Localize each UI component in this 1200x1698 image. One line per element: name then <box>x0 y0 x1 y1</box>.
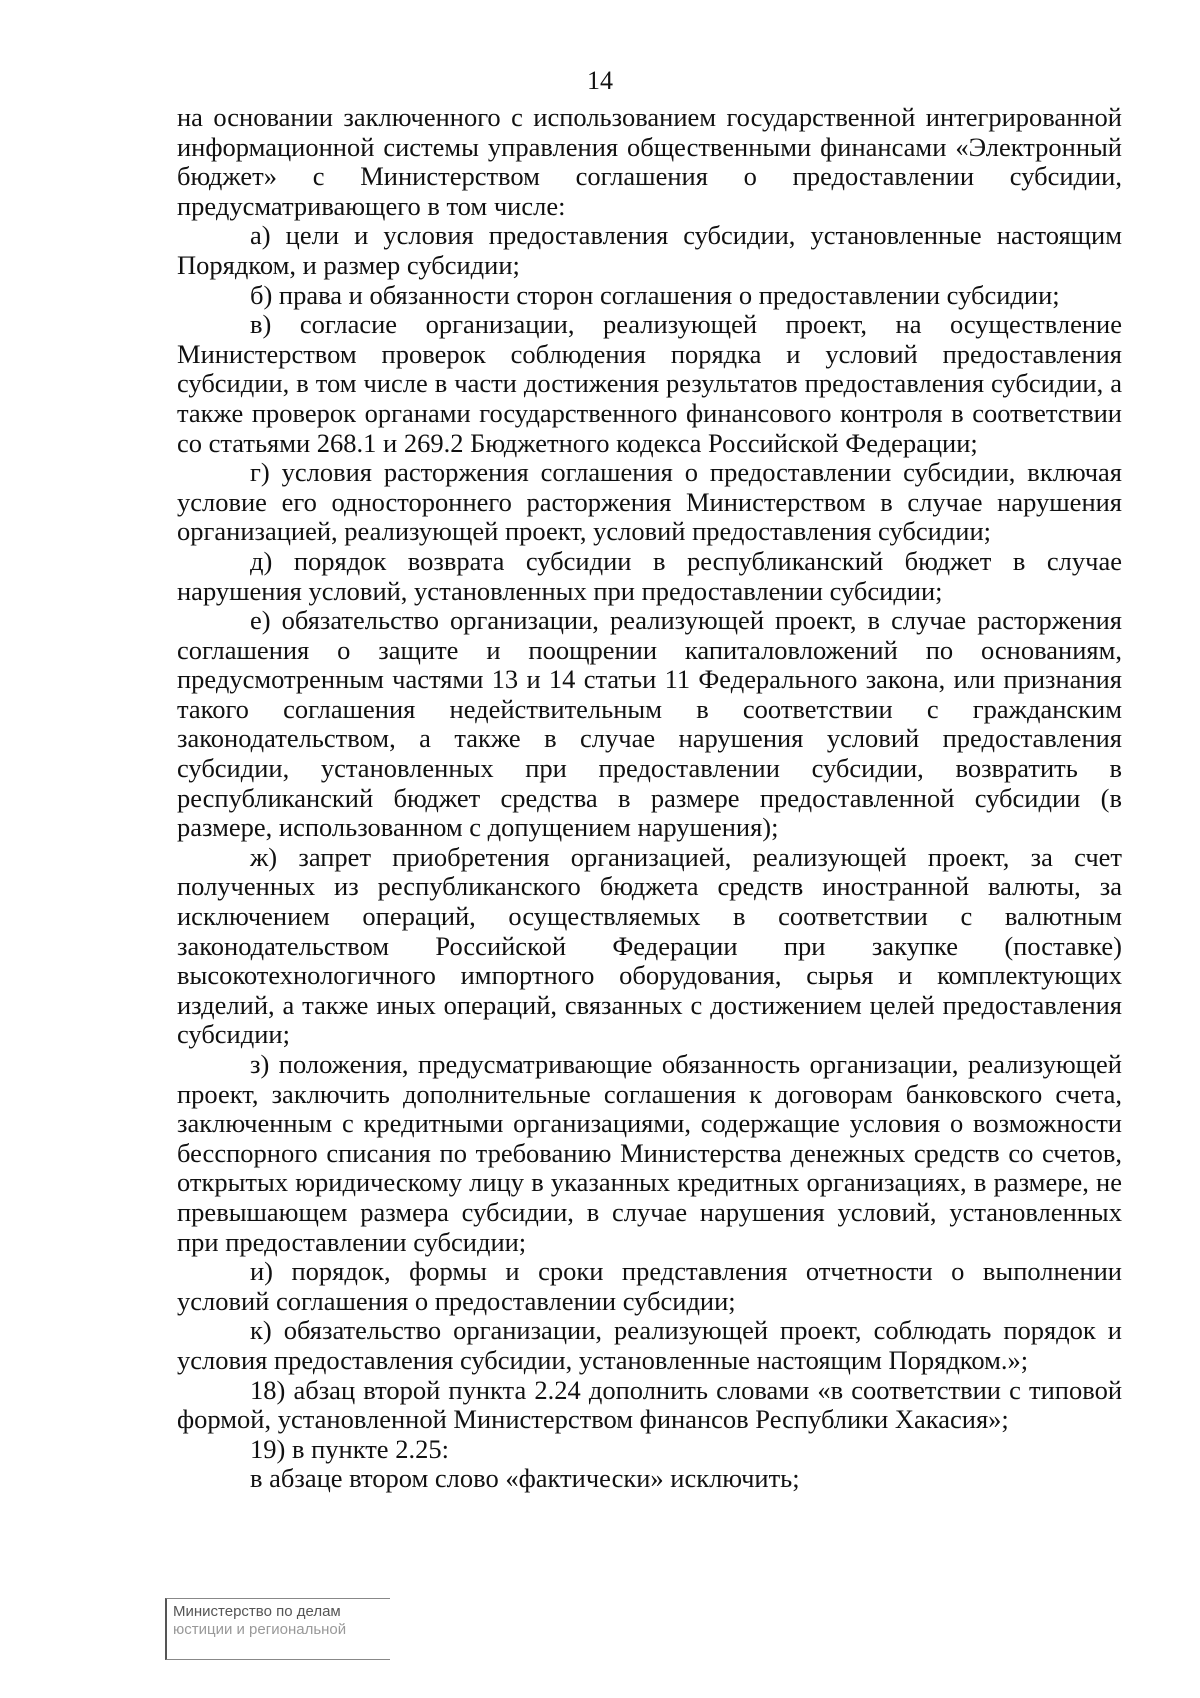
paragraph-item-v: в) согласие организации, реализующей проект, на осуществление Министерством проверок соблюдения порядка и условий предоставления субсидии, в том числе в части достижения результатов предоставления субсидии, а также проверок органами государственного финансового контроля в соответствии со статьями 268.1 и 269.2 Бюджетного кодекса Российской Федерации; <box>177 309 1122 458</box>
paragraph-intro: на основании заключенного с использованием государственной интегрированной информационной системы управления общественными финансами «Электронный бюджет» с Министерством соглашения о предоставлении субсидии, предусматривающего в том числе: <box>177 102 1122 221</box>
stamp-line-2: юстиции и региональной <box>173 1621 347 1638</box>
paragraph-amendment-19-detail: в абзаце втором слово «фактически» исключить; <box>250 1463 800 1494</box>
paragraph-amendment-19: 19) в пункте 2.25: <box>250 1433 449 1464</box>
paragraph-item-a: а) цели и условия предоставления субсидии, установленные настоящим Порядком, и размер субсидии; <box>177 220 1122 280</box>
paragraph-item-g: г) условия расторжения соглашения о предоставлении субсидии, включая условие его одностороннего расторжения Министерством в случае нарушения организацией, реализующей проект, условий предоставления субсидии; <box>177 457 1122 547</box>
document-body <box>177 103 1122 1494</box>
paragraph-item-k: к) обязательство организации, реализующей проект, соблюдать порядок и условия предоставления субсидии, установленные настоящим Порядком.»; <box>177 1315 1122 1375</box>
paragraph-item-e: е) обязательство организации, реализующей проект, в случае расторжения соглашения о защите и поощрении капиталовложений по основаниям, предусмотренным частями 13 и 14 статьи 11 Федерального закона, или признания такого соглашения недействительным в соответствии с гражданским законодательством, а также в случае нарушения условий предоставления субсидии, установленных при предоставлении субсидии, возвратить в республиканский бюджет средства в размере предоставленной субсидии (в размере, использованном с допущением нарушения); <box>177 605 1122 843</box>
paragraph-item-zh: ж) запрет приобретения организацией, реализующей проект, за счет полученных из республиканского бюджета средств иностранной валюты, за исключением операций, осуществляемых в соответствии с валютным законодательством Российской Федерации при закупке (поставке) высокотехнологичного импортного оборудования, сырья и комплектующих изделий, а также иных операций, связанных с достижением целей предоставления субсидии; <box>177 841 1122 1050</box>
stamp-line-1: Министерство по делам <box>173 1603 341 1620</box>
paragraph-amendment-18: 18) абзац второй пункта 2.24 дополнить словами «в соответствии с типовой формой, установленной Министерством финансов Республики Хакасия»; <box>177 1374 1122 1435</box>
page-number: 14 <box>587 66 613 95</box>
paragraph-item-i: и) порядок, формы и сроки представления отчетности о выполнении условий соглашения о предоставлении субсидии; <box>177 1256 1122 1316</box>
paragraph-item-d: д) порядок возврата субсидии в республиканский бюджет в случае нарушения условий, установленных при предоставлении субсидии; <box>177 545 1122 606</box>
paragraph-item-z: з) положения, предусматривающие обязанность организации, реализующей проект, заключить дополнительные соглашения к договорам банковского счета, заключенным с кредитными организациями, содержащие условия о возможности бесспорного списания по требованию Министерства денежных средств со счетов, открытых юридическому лицу в указанных кредитных организациях, в размере, не превышающем размера субсидии, в случае нарушения условий, установленных при предоставлении субсидии; <box>177 1049 1122 1257</box>
paragraph-item-b: б) права и обязанности сторон соглашения о предоставлении субсидии; <box>250 279 1060 310</box>
registration-stamp <box>165 1598 390 1660</box>
